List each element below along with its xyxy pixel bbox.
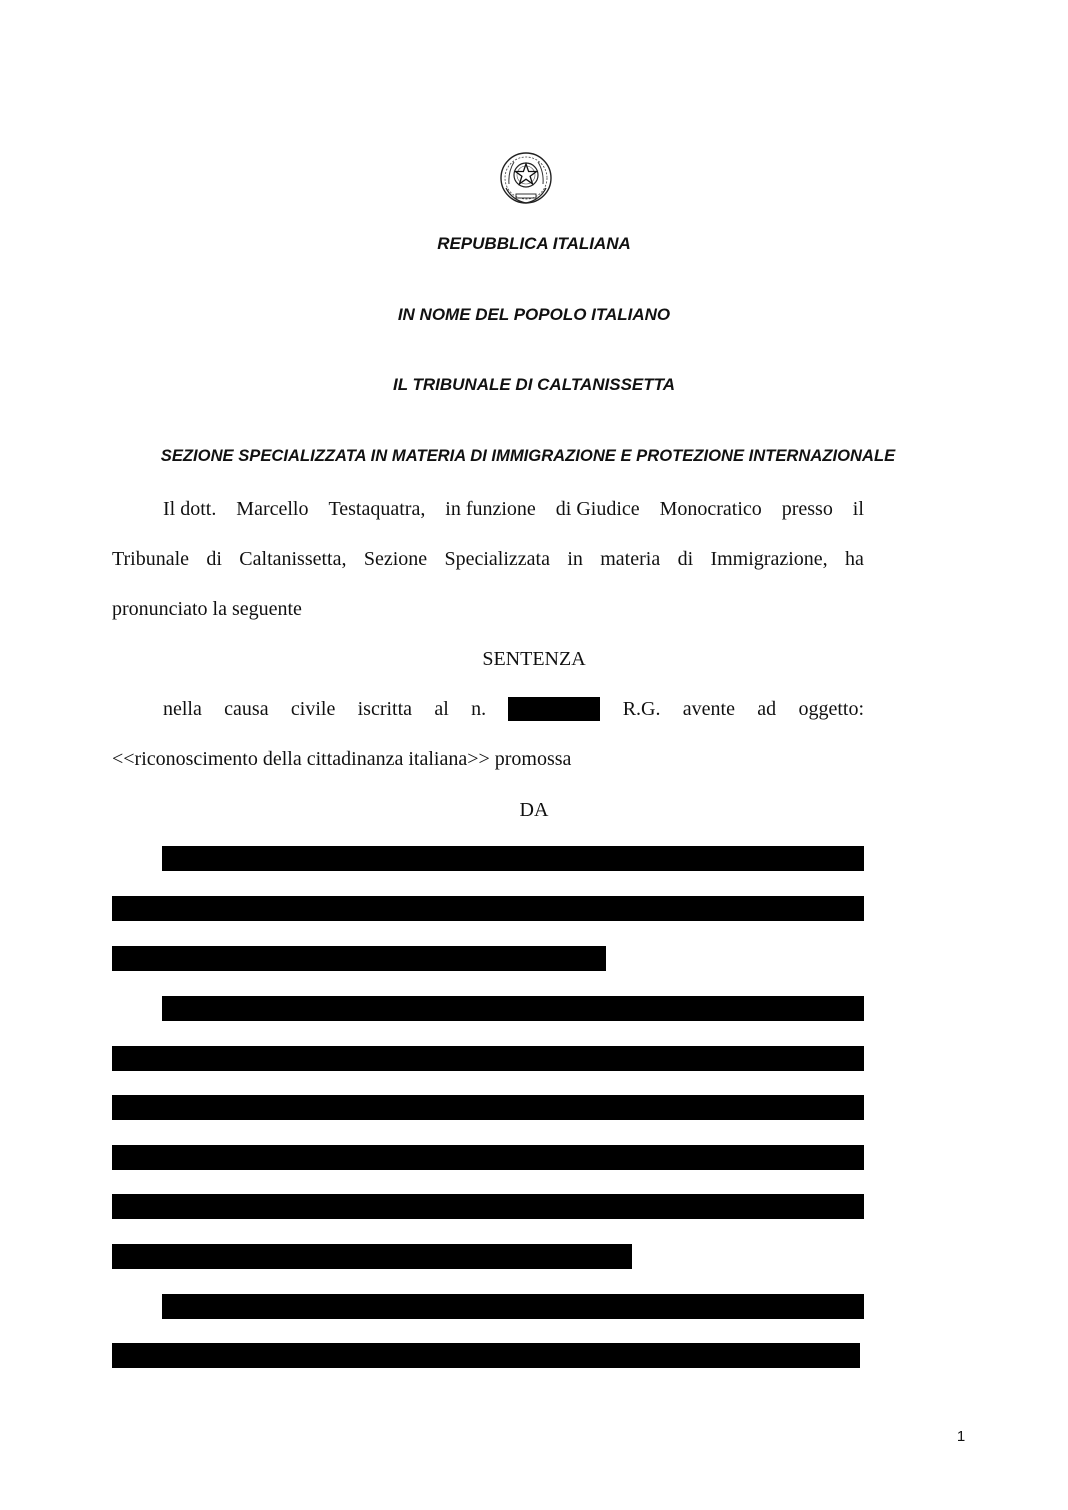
heading-in-name-of-people: IN NOME DEL POPOLO ITALIANO [397, 305, 671, 324]
intro-word: Il dott. [163, 498, 217, 520]
case-word: al [434, 698, 449, 720]
intro-word: presso [781, 498, 833, 520]
redaction-bar [112, 946, 606, 971]
case-word: causa [224, 698, 269, 720]
intro-word: Sezione [363, 548, 428, 570]
heading-tribunal: IL TRIBUNALE DI CALTANISSETTA [392, 375, 676, 394]
page-number: 1 [956, 1428, 966, 1445]
heading-republic: REPUBBLICA ITALIANA [437, 234, 631, 253]
redaction-bar [112, 896, 864, 921]
intro-word: materia [600, 548, 661, 570]
intro-word: di [206, 548, 222, 570]
intro-word: in [567, 548, 583, 570]
intro-line-1 [163, 497, 864, 521]
redaction-bar [162, 1294, 864, 1319]
redaction-bar [112, 1343, 860, 1368]
case-word: ad [757, 698, 777, 720]
intro-word: ha [845, 548, 864, 570]
redaction-bar [112, 1194, 864, 1219]
redaction-bar [112, 1046, 864, 1071]
intro-word: Monocratico [659, 498, 762, 520]
intro-word: Marcello [236, 498, 309, 520]
redaction-bar [162, 996, 864, 1021]
redaction-bar [112, 1145, 864, 1170]
redaction-bar [112, 1244, 632, 1269]
redaction-bar [162, 846, 864, 871]
case-number-redaction [508, 697, 600, 721]
redaction-bar [112, 1095, 864, 1120]
intro-word: Tribunale [112, 548, 190, 570]
case-word: avente [682, 698, 735, 720]
case-word: nella [163, 698, 202, 720]
intro-word: in funzione [445, 498, 536, 520]
case-word: oggetto: [798, 698, 864, 720]
italian-republic-emblem-icon [498, 150, 554, 208]
case-word: R.G. [622, 698, 661, 720]
intro-line-3: pronunciato la seguente [112, 598, 302, 620]
heading-section: SEZIONE SPECIALIZZATA IN MATERIA DI IMMIGRAZIONE E PROTEZIONE INTERNAZIONALE [160, 446, 896, 465]
case-line-1 [163, 697, 864, 721]
da-label: DA [519, 799, 549, 821]
intro-line-2 [112, 547, 864, 571]
case-word: iscritta [357, 698, 413, 720]
intro-word: Caltanissetta, [239, 548, 347, 570]
intro-word: Testaquatra, [328, 498, 426, 520]
intro-word: di [677, 548, 694, 570]
case-word: n. [471, 698, 487, 720]
sentenza-title: SENTENZA [482, 648, 586, 670]
intro-word: Immigrazione, [710, 548, 828, 570]
case-line-2: <<riconoscimento della cittadinanza italiana>> promossa [112, 748, 572, 770]
intro-word: di Giudice [555, 498, 640, 520]
case-word: civile [290, 698, 336, 720]
intro-word: Specializzata [444, 548, 550, 570]
intro-word: il [852, 498, 864, 520]
